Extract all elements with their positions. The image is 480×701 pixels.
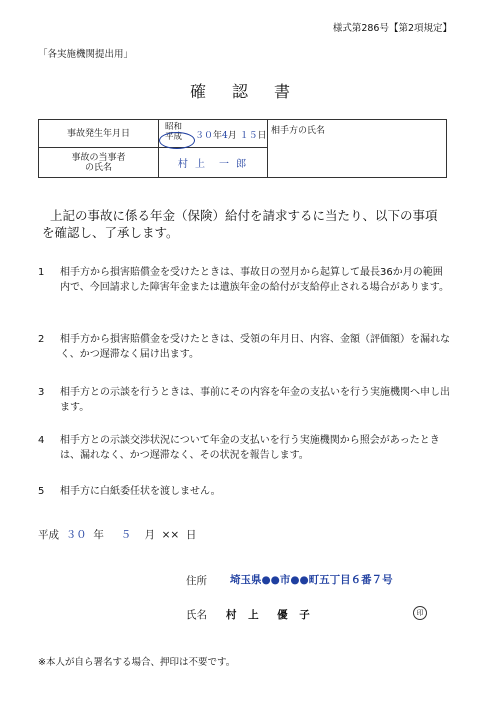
item-number: 1: [38, 267, 45, 278]
other-party-label: 相手方の氏名: [271, 126, 326, 136]
accident-day: １５: [239, 131, 258, 141]
address-label: 住所: [186, 575, 207, 587]
party-name-label: [39, 148, 159, 178]
era-option-showa: 昭和: [165, 122, 183, 132]
accident-date-cell: [159, 120, 268, 148]
address-value: 埼玉県●●市●●町五丁目６番７号: [230, 574, 393, 586]
intro-statement: 上記の事故に係る年金（保険）給付を請求するに当たり、以下の事項を確認し、了承します。: [42, 208, 438, 240]
party-label-line1: 事故の当事者: [71, 152, 126, 163]
other-party-cell: [268, 120, 447, 178]
signature-year-unit: 年: [93, 529, 104, 541]
confirmation-item-3: [38, 386, 450, 415]
name-value: 村 上 優 子: [226, 609, 314, 621]
form-number: 様式第286号【第2項規定】: [332, 23, 452, 34]
accident-year: ３０: [195, 131, 214, 141]
item-text: 相手方との示談交渉状況について年金の支払いを行う実施機関から照会があったときは、漏れなく、かつ遅滞なく、その状況を報告します。: [60, 435, 440, 461]
signature-month-unit: 月: [144, 529, 155, 541]
item-number: 2: [38, 334, 45, 345]
confirmation-item-5: [38, 485, 450, 500]
accident-info-table: [38, 119, 447, 178]
month-unit: 月: [227, 131, 237, 141]
accident-date-label: 事故発生年月日: [39, 120, 159, 148]
item-text: 相手方との示談を行うときは、事前にその内容を年金の支払いを行う実施機関へ申し出ます。: [60, 387, 450, 413]
name-label: 氏名: [186, 609, 207, 621]
item-number: 4: [38, 435, 45, 446]
confirmation-item-2: [38, 333, 450, 362]
confirmation-item-4: [38, 434, 450, 463]
seal-mark: 印: [413, 606, 427, 620]
item-text: 相手方から損害賠償金を受けたときは、受領の年月日、内容、金額（評価額）を漏れなく、かつ遅滞なく届け出ます。: [60, 334, 450, 360]
signature-day-unit: 日: [185, 529, 197, 541]
party-name-value: 村 上 一 郎: [177, 159, 249, 170]
item-number: 3: [38, 387, 45, 398]
signature-month: ５: [120, 529, 132, 541]
party-label-line2: の氏名: [84, 162, 112, 173]
item-number: 5: [38, 486, 45, 497]
party-name-cell: [159, 148, 268, 178]
submission-note: 「各実施機関提出用」: [38, 49, 134, 60]
signature-era: 平成: [38, 529, 59, 541]
item-text: 相手方から損害賠償金を受けたときは、事故日の翌月から起算して最長36か月の範囲内で、今回請求した障害年金または遺族年金の給付が支給停止される場合があります。: [60, 267, 449, 293]
accident-month: 4: [222, 131, 228, 141]
footnote: ※本人が自ら署名する場合、押印は不要です。: [38, 657, 236, 668]
accident-date-value: [195, 128, 267, 141]
era-selection-circle: [159, 132, 195, 149]
item-text: 相手方に白紙委任状を渡しません。: [60, 486, 221, 497]
year-unit: 年: [213, 131, 223, 141]
document-title: 確認書: [189, 82, 316, 101]
signature-date: [38, 527, 196, 542]
era-option-heisei: 平成: [165, 132, 183, 142]
signature-year: ３０: [65, 529, 87, 541]
day-unit: 日: [257, 131, 267, 141]
signature-day: ××: [161, 529, 180, 541]
confirmation-item-1: [38, 266, 450, 295]
